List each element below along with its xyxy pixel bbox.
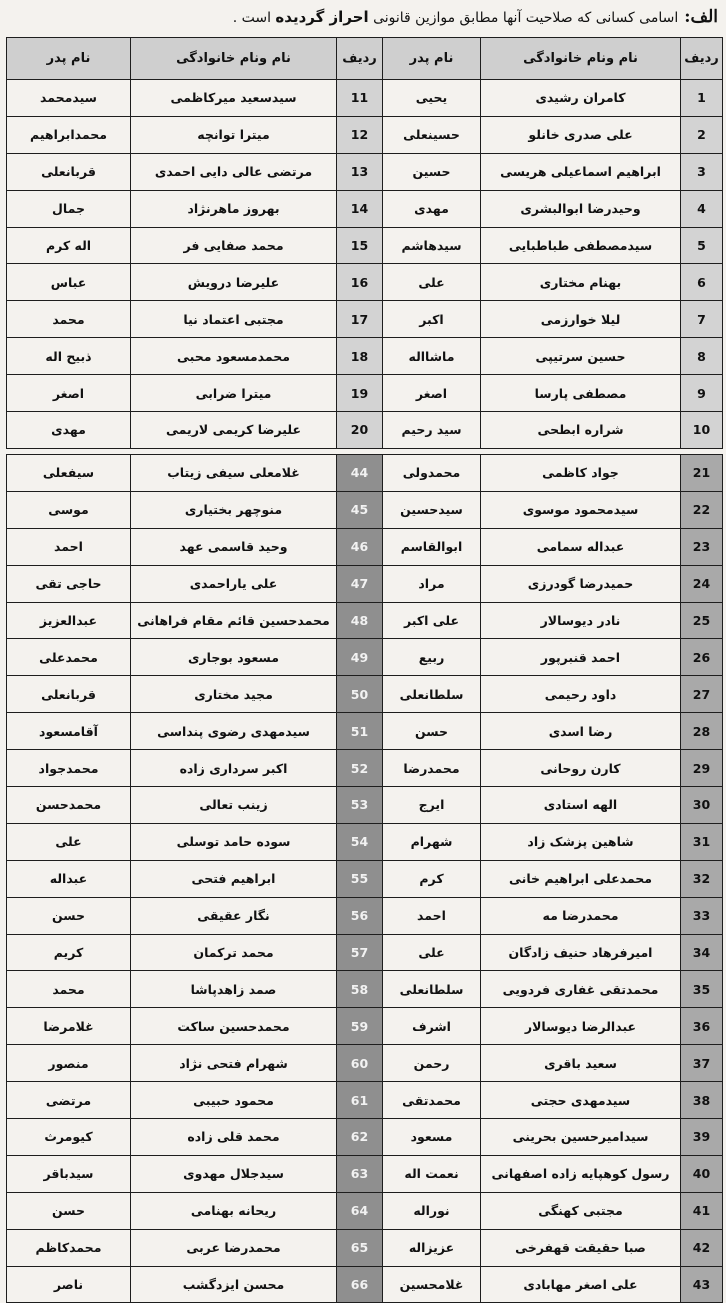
- name-cell: محمد ترکمان: [131, 934, 337, 971]
- father-name-cell: مرتضی: [7, 1082, 131, 1119]
- father-name-cell: محمدرضا: [383, 750, 481, 787]
- name-cell: سیدمحمود موسوی: [481, 491, 681, 528]
- row-number-cell: 61: [337, 1082, 383, 1119]
- father-name-cell: نعمت اله: [383, 1155, 481, 1192]
- row-number-cell: 5: [681, 227, 723, 264]
- father-name-cell: سیدهاشم: [383, 227, 481, 264]
- father-name-cell: ربیع: [383, 639, 481, 676]
- table-row: [7, 934, 723, 971]
- row-number-cell: 20: [337, 412, 383, 449]
- row-number-cell: 43: [681, 1266, 723, 1303]
- father-name-cell: عباس: [7, 264, 131, 301]
- name-cell: امیرفرهاد حنیف زادگان: [481, 934, 681, 971]
- table-row: [7, 375, 723, 412]
- row-number-cell: 14: [337, 190, 383, 227]
- father-name-cell: علی: [383, 934, 481, 971]
- col-row-header: ردیف: [337, 38, 383, 80]
- name-cell: بهنام مختاری: [481, 264, 681, 301]
- table-row: [7, 823, 723, 860]
- name-cell: سیدجلال مهدوی: [131, 1155, 337, 1192]
- row-number-cell: 9: [681, 375, 723, 412]
- table-row: [7, 1266, 723, 1303]
- father-name-cell: رحمن: [383, 1045, 481, 1082]
- father-name-cell: سلطانعلی: [383, 676, 481, 713]
- row-number-cell: 41: [681, 1192, 723, 1229]
- row-number-cell: 49: [337, 639, 383, 676]
- name-cell: مرتضی عالی دایی احمدی: [131, 153, 337, 190]
- name-cell: علیرضا درویش: [131, 264, 337, 301]
- row-number-cell: 26: [681, 639, 723, 676]
- row-number-cell: 55: [337, 860, 383, 897]
- header-row: [7, 38, 723, 80]
- row-number-cell: 53: [337, 787, 383, 824]
- row-number-cell: 36: [681, 1008, 723, 1045]
- father-name-cell: کریم: [7, 934, 131, 971]
- father-name-cell: مراد: [383, 565, 481, 602]
- col-row-header: ردیف: [681, 38, 723, 80]
- table-row: [7, 116, 723, 153]
- table-row: [7, 565, 723, 602]
- row-number-cell: 8: [681, 338, 723, 375]
- row-number-cell: 24: [681, 565, 723, 602]
- father-name-cell: محمدعلی: [7, 639, 131, 676]
- father-name-cell: حسینعلی: [383, 116, 481, 153]
- table-row: [7, 897, 723, 934]
- col-name-header: نام ونام خانوادگی: [481, 38, 681, 80]
- father-name-cell: عبداله: [7, 860, 131, 897]
- father-name-cell: محمدولی: [383, 455, 481, 492]
- name-cell: مسعود بوجاری: [131, 639, 337, 676]
- father-name-cell: جمال: [7, 190, 131, 227]
- name-cell: اکبر سرداری زاده: [131, 750, 337, 787]
- row-number-cell: 37: [681, 1045, 723, 1082]
- table-row: [7, 1155, 723, 1192]
- table-row: [7, 190, 723, 227]
- row-number-cell: 21: [681, 455, 723, 492]
- name-cell: محمدتقی غفاری فردویی: [481, 971, 681, 1008]
- name-cell: مجتبی اعتماد نیا: [131, 301, 337, 338]
- father-name-cell: ناصر: [7, 1266, 131, 1303]
- table-row: [7, 153, 723, 190]
- name-cell: میترا ضرابی: [131, 375, 337, 412]
- father-name-cell: علی اکبر: [383, 602, 481, 639]
- table-row: [7, 713, 723, 750]
- name-cell: محمدرضا مه: [481, 897, 681, 934]
- row-number-cell: 6: [681, 264, 723, 301]
- name-cell: سوده حامد توسلی: [131, 823, 337, 860]
- name-cell: ابراهیم اسماعیلی هریسی: [481, 153, 681, 190]
- name-cell: صمد زاهدپاشا: [131, 971, 337, 1008]
- name-cell: محمود حبیبی: [131, 1082, 337, 1119]
- name-cell: منوچهر بختیاری: [131, 491, 337, 528]
- row-number-cell: 64: [337, 1192, 383, 1229]
- table-row: [7, 787, 723, 824]
- heading-tail: است .: [232, 10, 271, 26]
- row-number-cell: 59: [337, 1008, 383, 1045]
- table-row: [7, 602, 723, 639]
- table-row: [7, 491, 723, 528]
- row-number-cell: 12: [337, 116, 383, 153]
- col-father-header: نام پدر: [7, 38, 131, 80]
- name-cell: الهه استادی: [481, 787, 681, 824]
- row-number-cell: 2: [681, 116, 723, 153]
- father-name-cell: ایرج: [383, 787, 481, 824]
- row-number-cell: 16: [337, 264, 383, 301]
- name-cell: سیدمهدی رضوی پنداسی: [131, 713, 337, 750]
- row-number-cell: 52: [337, 750, 383, 787]
- row-number-cell: 40: [681, 1155, 723, 1192]
- father-name-cell: احمد: [7, 528, 131, 565]
- row-number-cell: 60: [337, 1045, 383, 1082]
- name-cell: میترا توانچه: [131, 116, 337, 153]
- name-cell: سعید باقری: [481, 1045, 681, 1082]
- table-row: [7, 455, 723, 492]
- father-name-cell: شهرام: [383, 823, 481, 860]
- name-cell: مصطفی پارسا: [481, 375, 681, 412]
- father-name-cell: اکبر: [383, 301, 481, 338]
- table-row: [7, 301, 723, 338]
- row-number-cell: 39: [681, 1119, 723, 1156]
- page-heading: [8, 2, 718, 32]
- row-number-cell: 35: [681, 971, 723, 1008]
- row-number-cell: 54: [337, 823, 383, 860]
- row-number-cell: 30: [681, 787, 723, 824]
- name-cell: جواد کاظمی: [481, 455, 681, 492]
- table-row: [7, 971, 723, 1008]
- row-number-cell: 58: [337, 971, 383, 1008]
- row-number-cell: 62: [337, 1119, 383, 1156]
- father-name-cell: منصور: [7, 1045, 131, 1082]
- table-row: [7, 1119, 723, 1156]
- table-row: [7, 860, 723, 897]
- father-name-cell: قربانعلی: [7, 153, 131, 190]
- name-cell: رسول کوهپایه زاده اصفهانی: [481, 1155, 681, 1192]
- name-cell: محمد قلی زاده: [131, 1119, 337, 1156]
- name-cell: سیدمصطفی طباطبایی: [481, 227, 681, 264]
- father-name-cell: عبدالعزیز: [7, 602, 131, 639]
- row-number-cell: 7: [681, 301, 723, 338]
- row-number-cell: 42: [681, 1229, 723, 1266]
- name-cell: عبدالرضا دیوسالار: [481, 1008, 681, 1045]
- row-number-cell: 66: [337, 1266, 383, 1303]
- row-number-cell: 10: [681, 412, 723, 449]
- name-cell: سیدامیرحسین بحرینی: [481, 1119, 681, 1156]
- row-number-cell: 29: [681, 750, 723, 787]
- name-cell: شهرام فتحی نژاد: [131, 1045, 337, 1082]
- father-name-cell: محمدتقی: [383, 1082, 481, 1119]
- father-name-cell: غلامرضا: [7, 1008, 131, 1045]
- father-name-cell: ماشااله: [383, 338, 481, 375]
- row-number-cell: 22: [681, 491, 723, 528]
- table-row: [7, 639, 723, 676]
- name-cell: سیدسعید میرکاظمی: [131, 80, 337, 117]
- table-row: [7, 528, 723, 565]
- row-number-cell: 45: [337, 491, 383, 528]
- table-row: [7, 1192, 723, 1229]
- table-row: [7, 412, 723, 449]
- heading-label: الف:: [684, 7, 718, 27]
- father-name-cell: اله کرم: [7, 227, 131, 264]
- father-name-cell: محمدحسن: [7, 787, 131, 824]
- row-number-cell: 44: [337, 455, 383, 492]
- roster-table-a: [6, 37, 723, 449]
- father-name-cell: قربانعلی: [7, 676, 131, 713]
- name-cell: محمدحسین ساکت: [131, 1008, 337, 1045]
- row-number-cell: 51: [337, 713, 383, 750]
- row-number-cell: 48: [337, 602, 383, 639]
- name-cell: محمدمسعود محبی: [131, 338, 337, 375]
- father-name-cell: عزیزاله: [383, 1229, 481, 1266]
- name-cell: حسین سرتیپی: [481, 338, 681, 375]
- row-number-cell: 33: [681, 897, 723, 934]
- name-cell: نادر دیوسالار: [481, 602, 681, 639]
- row-number-cell: 56: [337, 897, 383, 934]
- name-cell: مجتبی کهنگی: [481, 1192, 681, 1229]
- father-name-cell: اصغر: [383, 375, 481, 412]
- table-row: [7, 1045, 723, 1082]
- name-cell: عبداله سمامی: [481, 528, 681, 565]
- name-cell: محسن ایزدگشب: [131, 1266, 337, 1303]
- name-cell: کارن روحانی: [481, 750, 681, 787]
- table-row: [7, 80, 723, 117]
- row-number-cell: 18: [337, 338, 383, 375]
- name-cell: مجید مختاری: [131, 676, 337, 713]
- name-cell: نگار عقیقی: [131, 897, 337, 934]
- name-cell: وحیدرضا ابوالبشری: [481, 190, 681, 227]
- name-cell: صبا حقیقت قهفرخی: [481, 1229, 681, 1266]
- name-cell: احمد قنبرپور: [481, 639, 681, 676]
- father-name-cell: سیدباقر: [7, 1155, 131, 1192]
- father-name-cell: حسن: [383, 713, 481, 750]
- father-name-cell: احمد: [383, 897, 481, 934]
- heading-bold: احراز گردیده: [275, 8, 369, 26]
- row-number-cell: 28: [681, 713, 723, 750]
- father-name-cell: سیفعلی: [7, 455, 131, 492]
- father-name-cell: مهدی: [7, 412, 131, 449]
- father-name-cell: محمدجواد: [7, 750, 131, 787]
- father-name-cell: علی: [383, 264, 481, 301]
- row-number-cell: 13: [337, 153, 383, 190]
- table-row: [7, 1229, 723, 1266]
- father-name-cell: موسی: [7, 491, 131, 528]
- row-number-cell: 47: [337, 565, 383, 602]
- father-name-cell: حسن: [7, 897, 131, 934]
- father-name-cell: سیدحسین: [383, 491, 481, 528]
- table-row: [7, 676, 723, 713]
- father-name-cell: غلامحسین: [383, 1266, 481, 1303]
- row-number-cell: 31: [681, 823, 723, 860]
- father-name-cell: حسین: [383, 153, 481, 190]
- col-name-header: نام ونام خانوادگی: [131, 38, 337, 80]
- name-cell: غلامعلی سیفی زیتاب: [131, 455, 337, 492]
- col-father-header: نام پدر: [383, 38, 481, 80]
- name-cell: شراره ابطحی: [481, 412, 681, 449]
- row-number-cell: 27: [681, 676, 723, 713]
- name-cell: بهروز ماهرنژاد: [131, 190, 337, 227]
- name-cell: علیرضا کریمی لاریمی: [131, 412, 337, 449]
- father-name-cell: اصغر: [7, 375, 131, 412]
- father-name-cell: محمدابراهیم: [7, 116, 131, 153]
- father-name-cell: کیومرث: [7, 1119, 131, 1156]
- table-row: [7, 264, 723, 301]
- row-number-cell: 50: [337, 676, 383, 713]
- table-row: [7, 750, 723, 787]
- row-number-cell: 3: [681, 153, 723, 190]
- name-cell: علی یاراحمدی: [131, 565, 337, 602]
- row-number-cell: 32: [681, 860, 723, 897]
- name-cell: لیلا خوارزمی: [481, 301, 681, 338]
- row-number-cell: 23: [681, 528, 723, 565]
- name-cell: زینب تعالی: [131, 787, 337, 824]
- table-row: [7, 1008, 723, 1045]
- father-name-cell: محمدکاظم: [7, 1229, 131, 1266]
- row-number-cell: 17: [337, 301, 383, 338]
- father-name-cell: کرم: [383, 860, 481, 897]
- name-cell: علی اصغر مهابادی: [481, 1266, 681, 1303]
- row-number-cell: 15: [337, 227, 383, 264]
- father-name-cell: سیدمحمد: [7, 80, 131, 117]
- table-row: [7, 227, 723, 264]
- name-cell: محمدرضا عربی: [131, 1229, 337, 1266]
- name-cell: محمدحسین قائم مقام فراهانی: [131, 602, 337, 639]
- row-number-cell: 65: [337, 1229, 383, 1266]
- roster-table-b: [6, 454, 723, 1303]
- name-cell: کامران رشیدی: [481, 80, 681, 117]
- row-number-cell: 38: [681, 1082, 723, 1119]
- name-cell: محمدعلی ابراهیم خانی: [481, 860, 681, 897]
- row-number-cell: 63: [337, 1155, 383, 1192]
- father-name-cell: علی: [7, 823, 131, 860]
- row-number-cell: 11: [337, 80, 383, 117]
- row-number-cell: 57: [337, 934, 383, 971]
- name-cell: داود رحیمی: [481, 676, 681, 713]
- father-name-cell: ذبیح اله: [7, 338, 131, 375]
- name-cell: شاهین پزشک زاد: [481, 823, 681, 860]
- row-number-cell: 46: [337, 528, 383, 565]
- name-cell: وحید قاسمی عهد: [131, 528, 337, 565]
- table-row: [7, 1082, 723, 1119]
- father-name-cell: حسن: [7, 1192, 131, 1229]
- father-name-cell: محمد: [7, 971, 131, 1008]
- heading-text: اسامی کسانی که صلاحیت آنها مطابق موازین قانونی: [373, 10, 679, 26]
- father-name-cell: محمد: [7, 301, 131, 338]
- father-name-cell: سید رحیم: [383, 412, 481, 449]
- row-number-cell: 4: [681, 190, 723, 227]
- father-name-cell: مسعود: [383, 1119, 481, 1156]
- name-cell: حمیدرضا گودرزی: [481, 565, 681, 602]
- name-cell: رضا اسدی: [481, 713, 681, 750]
- name-cell: محمد صفایی فر: [131, 227, 337, 264]
- father-name-cell: سلطانعلی: [383, 971, 481, 1008]
- row-number-cell: 34: [681, 934, 723, 971]
- name-cell: ریحانه بهنامی: [131, 1192, 337, 1229]
- name-cell: ابراهیم فتحی: [131, 860, 337, 897]
- row-number-cell: 25: [681, 602, 723, 639]
- name-cell: سیدمهدی حجتی: [481, 1082, 681, 1119]
- father-name-cell: مهدی: [383, 190, 481, 227]
- row-number-cell: 19: [337, 375, 383, 412]
- father-name-cell: اشرف: [383, 1008, 481, 1045]
- father-name-cell: آقامسعود: [7, 713, 131, 750]
- father-name-cell: ابوالقاسم: [383, 528, 481, 565]
- father-name-cell: نوراله: [383, 1192, 481, 1229]
- row-number-cell: 1: [681, 80, 723, 117]
- name-cell: علی صدری خانلو: [481, 116, 681, 153]
- father-name-cell: یحیی: [383, 80, 481, 117]
- father-name-cell: حاجی تقی: [7, 565, 131, 602]
- table-row: [7, 338, 723, 375]
